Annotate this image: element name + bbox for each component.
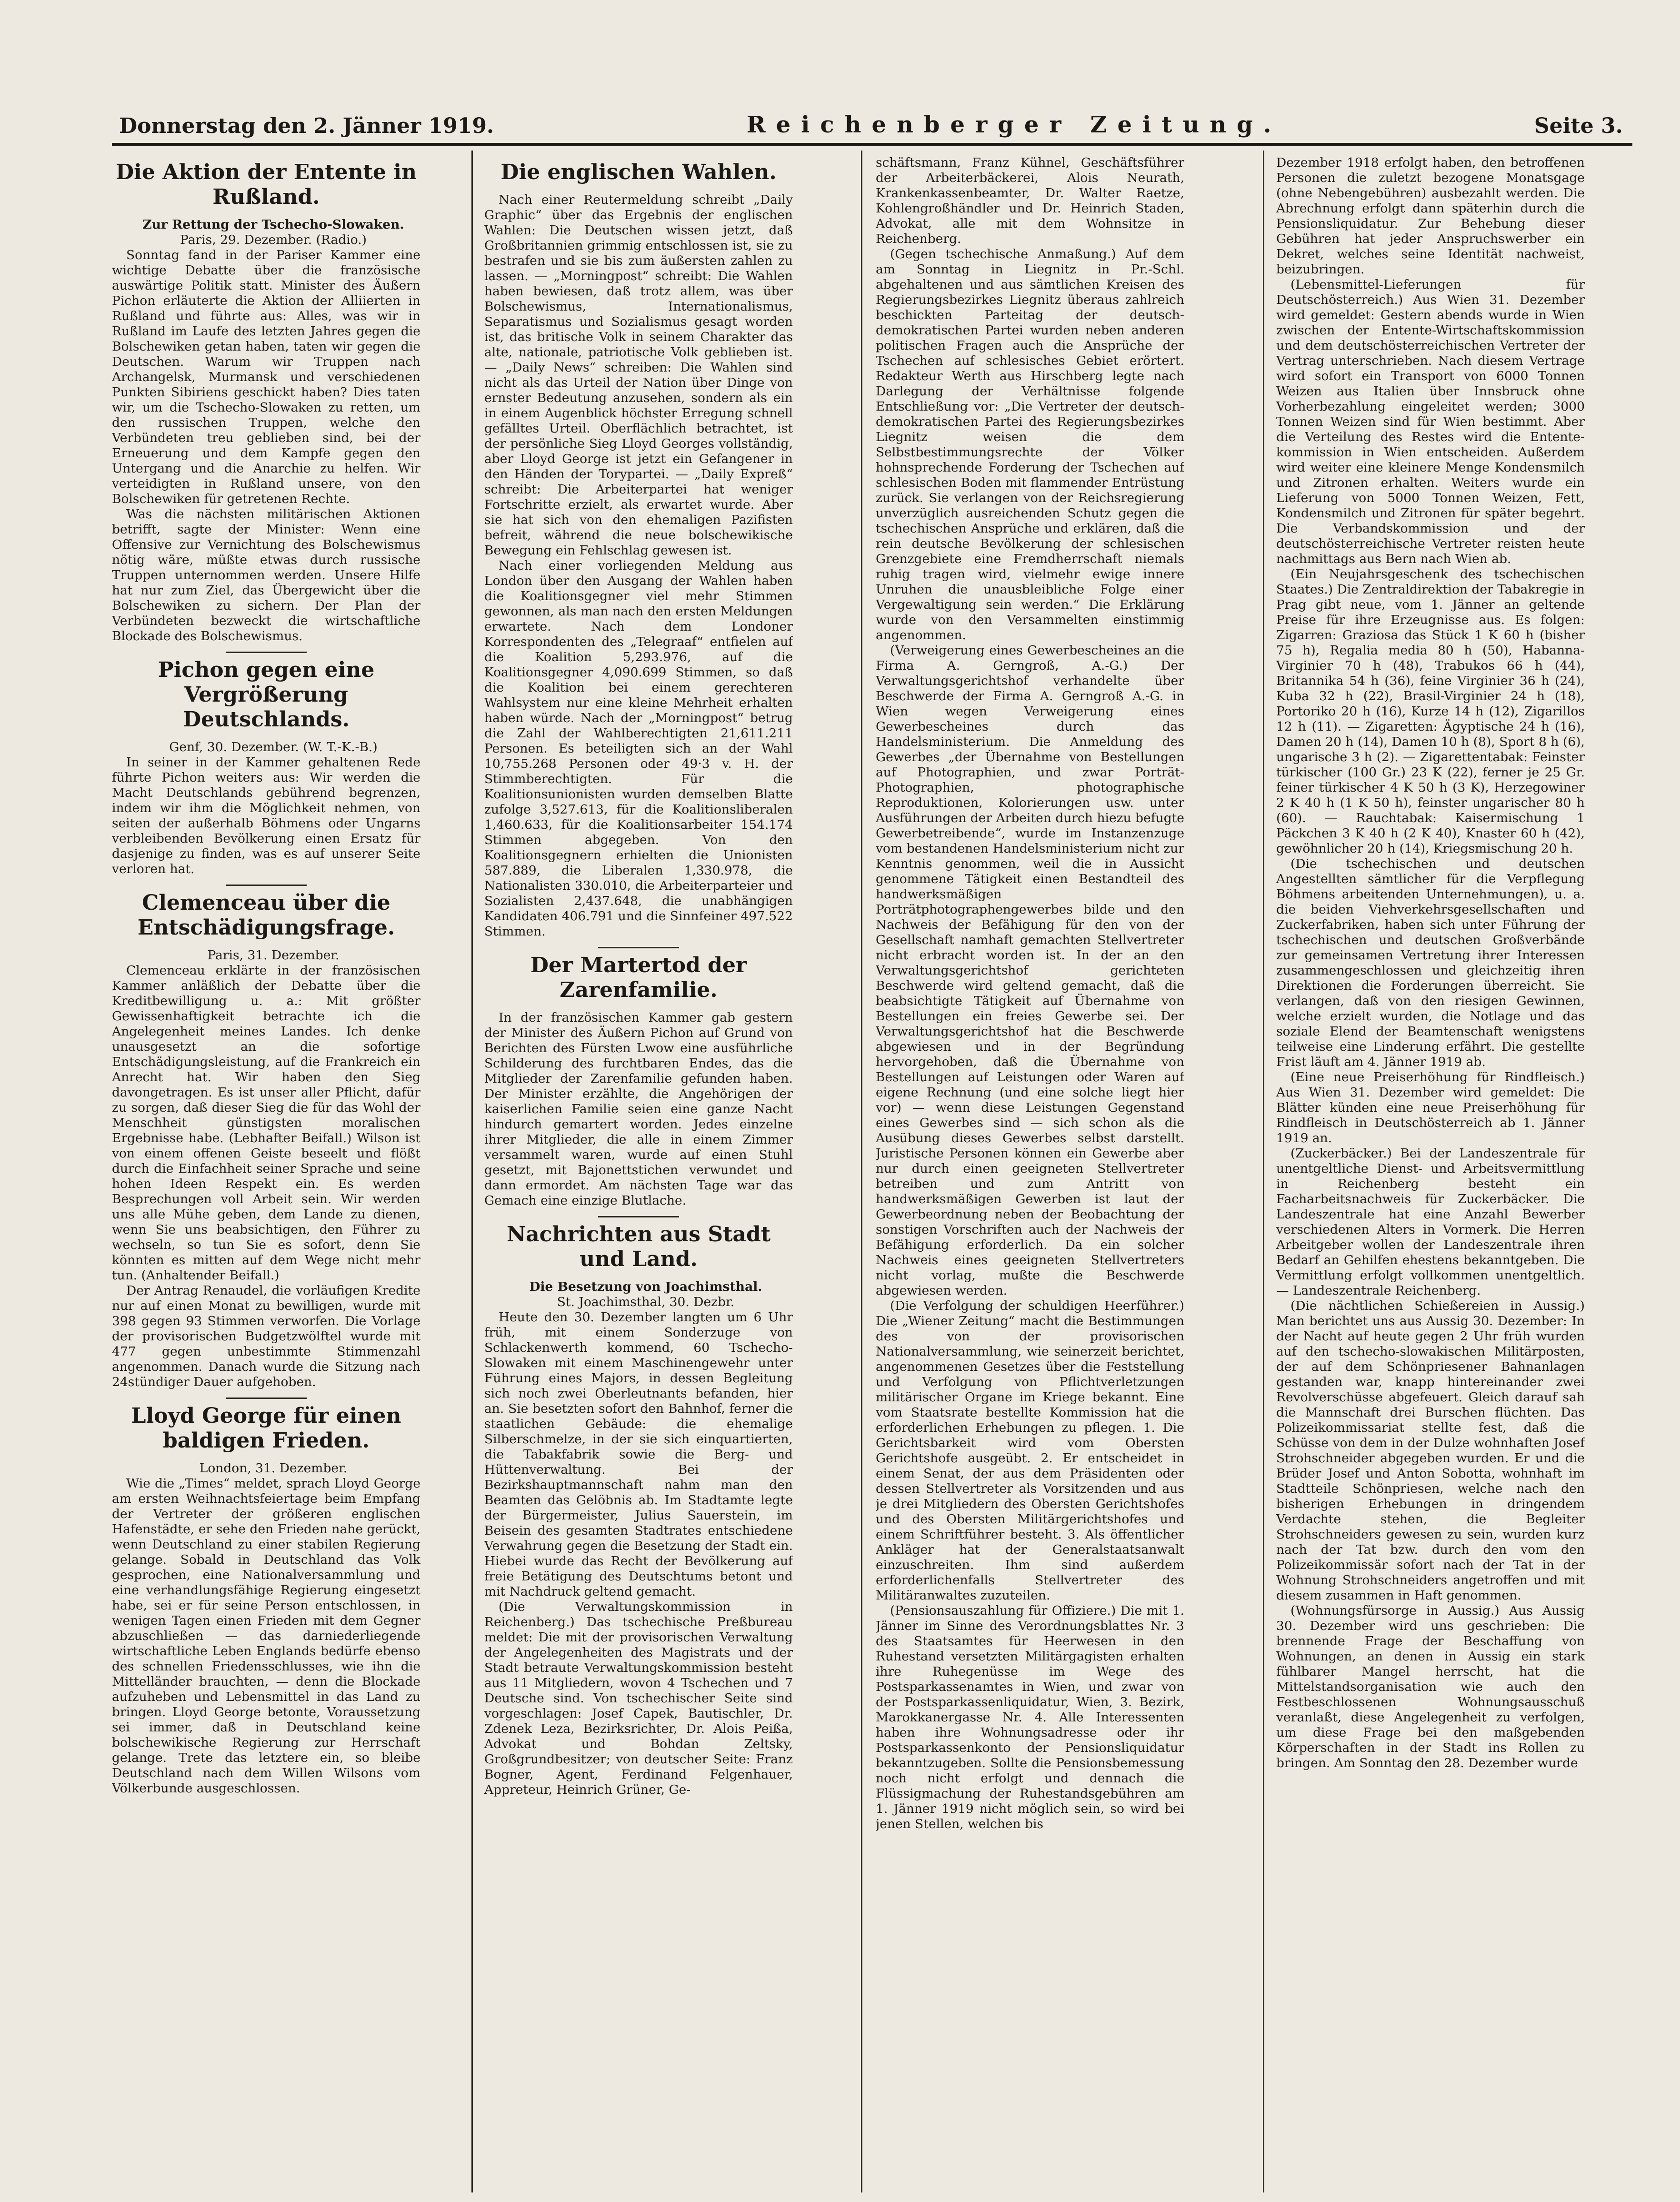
- paragraph: Nach einer Reutermeldung schreibt „Daily Graphic“ über das Ergebnis der englischen Wahlen: Die Deutschen wissen jetzt, daß Großbritannien grimmig entschlossen ist, sie zu bestrafen und sie bis zum äußersten zahlen zu lassen. — „Morningpost“ schreibt: Die Wahlen haben bewiesen, daß trotz allem, was über Bolschewismus, Internationalismus, Separatismus und Sozialismus gesagt worden ist, das britische Volk in seinem Charakter das alte, nationale, patriotische Volk geblieben ist. — „Daily News“ schreiben: Die Wahlen sind nicht als das Urteil der Nation über Dinge von ernster Bedeutung anzusehen, sondern als ein in einem Augenblick höchster Erregung schnell gefälltes Urteil. Oberflächlich betrachtet, ist der persönliche Sieg Lloyd Georges vollständig, aber Lloyd George ist jetzt ein Gefangener in den Händen der Torypartei. — „Daily Expreß“ schreibt: Die Arbeiterpartei hat weniger Fortschritte erzielt, als erwartet wurde. Aber sie hat sich von den ehemaligen Pazifisten befreit, während die neue bolschewikische Bewegung ein Fehlschlag gewesen ist.: [484, 192, 793, 558]
- paragraph: (Wohnungsfürsorge in Aussig.) Aus Aussig 30. Dezember wird uns geschrieben: Die brennende Frage der Beschaffung von Wohnungen, an denen in Aussig ein stark fühlbarer Mangel herrscht, hat die Mittelstandsorganisation wie auch den Festbeschlossenen Wohnungsausschuß veranlaßt, diese Angelegenheit zu verfolgen, um diese Frage bei den maßgebenden Körperschaften in der Stadt ins Rollen zu bringen. Am Sonntag den 28. Dezember wurde: [1276, 1603, 1585, 1770]
- article-title: Clemenceau über die Entschädigungsfrage.: [137, 891, 395, 940]
- paragraph: In seiner in der Kammer gehaltenen Rede führte Pichon weiters aus: Wir werden die Macht Deutschlands gebührend begrenzen, indem wir ihm die Möglichkeit nehmen, von seiten der außerhalb Böhmens oder Ungarns verbleibenden Bevölkerung einen Ersatz für dasjenige zu finden, was es auf unserer Seite verloren hat.: [112, 755, 420, 876]
- column-divider: [861, 151, 862, 2192]
- paragraph: (Die Verfolgung der schuldigen Heerführer.) Die „Wiener Zeitung“ macht die Bestimmungen des von der provisorischen Nationalversammlung, wie seinerzeit berichtet, angenommenen Gesetzes über die Feststellung und Verfolgung von Pflichtverletzungen militärischer Organe im Kriege bekannt. Eine vom Staatsrate bestellte Kommission hat die erforderlichen Erhebungen zu pflegen. 1. Die Gerichtsbarkeit wird vom Obersten Gerichtshofe ausgeübt. 2. Er entscheidet in einem Senat, der aus dem Präsidenten oder dessen Stellvertreter als Vorsitzenden und aus je drei Mitgliedern des Obersten Gerichtshofes und des Obersten Militärgerichtshofes und einem Schriftführer besteht. 3. Als öffentlicher Ankläger hat der Generalstaatsanwalt einzuschreiten. Ihm sind außerdem erforderlichenfalls Stellvertreter des Militäranwaltes zuzuteilen.: [876, 1298, 1184, 1603]
- article-subtitle: Zur Rettung der Tschecho-Slowaken.: [142, 217, 404, 232]
- separator: [226, 885, 307, 886]
- paragraph: (Die Verwaltungskommission in Reichenberg.) Das tschechische Preßbureau meldet: Die mit der provisorischen Verwaltung der Angelegenheiten des Magistrats und der Stadt betraute Verwaltungskommission besteht aus 11 Mitgliedern, wovon 4 Tschechen und 7 Deutsche sind. Von tschechischer Seite sind vorgeschlagen: Josef Capek, Bautischler, Dr. Zdenek Leza, Bezirksrichter, Dr. Alois Peißa, Advokat und Bohdan Zeltsky, Großgrundbesitzer; von deutscher Seite: Franz Bogner, Agent, Ferdinand Felgenhauer, Appreteur, Heinrich Grüner, Ge-: [484, 1599, 793, 1797]
- masthead: [119, 105, 1623, 138]
- paragraph: (Gegen tschechische Anmaßung.) Auf dem am Sonntag in Liegnitz in Pr.-Schl. abgehaltenen und aus sämtlichen Kreisen des Regierungsbezirkes Liegnitz überaus zahlreich beschickten Parteitag der deutsch-demokratischen Partei wurden neben anderen politischen Fragen auch die Ansprüche der Tschechen auf schlesisches Gebiet erörtert. Redakteur Werth aus Hirschberg legte nach Darlegung der Verhältnisse folgende Entschließung vor: „Die Vertreter der deutsch-demokratischen Partei des Regierungsbezirkes Liegnitz weisen die dem Selbstbestimmungsrechte der Völker hohnsprechende Forderung der Tschechen auf schlesischen Boden mit flammender Entrüstung zurück. Sie verlangen von der Reichsregierung unverzüglich ausreichenden Schutz gegen die tschechischen Ansprüche und erklären, daß die rein deutsche Bevölkerung der schlesischen Grenzgebiete eine Fremdherrschaft niemals ruhig tragen wird, vielmehr ewige innere Unruhen die unausbleibliche Folge einer Vergewaltigung sein werden.“ Die Erklärung wurde von den Versammelten einstimmig angenommen.: [876, 247, 1184, 643]
- article-title: Pichon gegen eine Vergrößerung Deutschlands.: [158, 658, 375, 732]
- paragraph: (Eine neue Preiserhöhung für Rindfleisch.) Aus Wien 31. Dezember wird gemeldet: Die Blätter künden eine neue Preiserhöhung für Rindfleisch in Deutschösterreich ab 1. Jänner 1919 an.: [1276, 1070, 1585, 1146]
- dateline: St. Joachimsthal, 30. Dezbr.: [557, 1295, 735, 1309]
- paragraph: Sonntag fand in der Pariser Kammer eine wichtige Debatte über die französische auswärtige Politik statt. Minister des Äußern Pichon erläuterte die Aktion der Alliierten in Rußland und führte aus: Alles, was wir in Rußland im Laufe des letzten Jahres gegen die Bolschewiken getan haben, taten wir gegen die Deutschen. Warum wir Truppen nach Archangelsk, Murmansk und verschiedenen Punkten Sibiriens geschickt haben? Dies taten wir, um die Tschecho-Slowaken zu retten, um den russischen Truppen, welche den Verbündeten treu geblieben sind, bei der Erneuerung und dem Kampfe gegen den Untergang und die Anarchie zu helfen. Wir verteidigten in Rußland unsere, von den Bolschewiken für getretenen Rechte.: [112, 248, 420, 506]
- paragraph: (Zuckerbäcker.) Bei der Landeszentrale für unentgeltliche Dienst- und Arbeitsvermittlung in Reichenberg besteht ein Facharbeitsnachweis für Zuckerbäcker. Die Landeszentrale hat eine Anzahl Bewerber verschiedenen Alters in Vormerk. Die Herren Arbeitgeber wollen der Landeszentrale ihren Bedarf an Gehilfen ehestens bekanntgeben. Die Vermittlung erfolgt vollkommen unentgeltlich. — Landeszentrale Reichenberg.: [1276, 1146, 1585, 1298]
- separator: [598, 947, 679, 948]
- issue-date: Donnerstag den 2. Jänner 1919.: [119, 114, 494, 138]
- column-2: [484, 155, 793, 2195]
- separator: [226, 652, 307, 653]
- paragraph: (Verweigerung eines Gewerbescheines an die Firma A. Gerngroß, A.-G.) Der Verwaltungsgerichtshof verhandelte über Beschwerde der Firma A. Gerngroß A.-G. in Wien wegen Verweigerung eines Gewerbescheines durch das Handelsministerium. Die Anmeldung des Gewerbes „der Übernahme von Bestellungen auf Photographien, und zwar Porträt-Photographien, photographische Reproduktionen, Kolorierungen usw. unter Ausführungen der Arbeiten durch hiezu befugte Gewerbetreibende“, wurde im Instanzenzuge vom bestandenen Handelsministerium nicht zur Kenntnis genommen, weil die in Aussicht genommene Tätigkeit einen Bestandteil des handwerksmäßigen Porträtphotographengewerbes bilde und den Nachweis der Befähigung für den von der Gesellschaft namhaft gemachten Stellvertreter nicht erbracht worden ist. In der an den Verwaltungsgerichtshof gerichteten Beschwerde wird geltend gemacht, daß die beabsichtigte Tätigkeit auf Übernahme von Bestellungen ein freies Gewerbe sei. Der Verwaltungsgerichtshof hat die Beschwerde abgewiesen und in der Begründung hervorgehoben, daß die Übernahme von Bestellungen auf Leistungen oder Waren auf eigene Rechnung (und eine solche liegt hier vor) — wenn diese Leistungen Gegenstand eines Gewerbes sind — sich schon als die Ausübung dieses Gewerbes selbst darstellt. Juristische Personen können ein Gewerbe aber nur durch einen geeigneten Stellvertreter betreiben und zum Antritt von handwerksmäßigen Gewerben ist laut der Gewerbeordnung neben der Beobachtung der sonstigen Vorschriften auch der Nachweis der Befähigung erforderlich. Da ein solcher Nachweis eines geeigneten Stellvertreters nicht vorlag, mußte die Beschwerde abgewiesen werden.: [876, 643, 1184, 1298]
- separator: [226, 1398, 307, 1399]
- dateline: Paris, 31. Dezember.: [207, 948, 340, 963]
- column-3: [876, 155, 1184, 2195]
- article-title: Lloyd George für einen baldigen Frieden.: [131, 1404, 401, 1453]
- paragraph: (Die nächtlichen Schießereien in Aussig.) Man berichtet uns aus Aussig 30. Dezember: In der Nacht auf heute gegen 2 Uhr früh wurden auf den tschecho-slowakischen Militärposten, der auf dem Schönpriesener Bahnanlagen gestanden war, knapp hintereinander zwei Revolverschüsse abgefeuert. Gleich darauf sah die Mannschaft drei Burschen flüchten. Das Polizeikommissariat stellte fest, daß die Schüsse von dem in der Dulze wohnhaften Josef Strohschneider abgegeben wurden. Er und die Brüder Josef und Anton Sobotta, wohnhaft im Stadtteile Schönpriesen, welche nach den bisherigen Erhebungen in dringendem Verdachte stehen, die Begleiter Strohschneiders gewesen zu sein, wurden kurz nach der Tat bzw. durch den vom den Polizeikommissär sofort nach der Tat in der Wohnung Strohschneiders angetroffen und mit diesem zusammen in Haft genommen.: [1276, 1298, 1585, 1603]
- paragraph: (Lebensmittel-Lieferungen für Deutschösterreich.) Aus Wien 31. Dezember wird gemeldet: Gestern abends wurde in Wien zwischen der Entente-Wirtschaftskommission und dem deutschösterreichischen Vertreter der Vertrag unterschrieben. Nach diesem Vertrage wird sofort ein Transport von 6000 Tonnen Weizen aus Italien über Innsbruck ohne Vorherbezahlung eingeleitet werden; 3000 Tonnen Weizen sind für Wien bestimmt. Aber die Verteilung des Restes wird die Entente-kommission in Wien entscheiden. Außerdem wird weiter eine kleinere Menge Kondensmilch und Zitronen erhalten. Weiters wurde ein Lieferung von 5000 Tonnen Weizen, Fett, Kondensmilch und Zitronen für später begehrt. Die Verbandskommission und der deutschösterreichische Vertreter reisten heute nachmittags aus Bern nach Wien ab.: [1276, 277, 1585, 566]
- article-title: Die englischen Wahlen.: [500, 160, 777, 184]
- paragraph: Wie die „Times“ meldet, sprach Lloyd George am ersten Weihnachtsfeiertage beim Empfang der Vertreter der größeren englischen Hafenstädte, er sehe den Frieden nahe gerückt, wenn Deutschland zu einer stabilen Regierung gelange. Sobald in Deutschland das Volk gesprochen, eine Nationalversammlung und eine verhandlungsfähige Regierung eingesetzt habe, sei er für seine Person entschlossen, in wenigen Tagen einen Frieden mit dem Gegner abzuschließen — das darniederliegende wirtschaftliche Leben Englands bedürfe ebenso des schnellen Friedensschlusses, wie ihn die Mittelländer brauchten, — denn die Blockade aufzuheben und Lebensmittel in das Land zu bringen. Lloyd George betonte, Voraussetzung sei immer, daß in Deutschland keine bolschewikische Regierung zur Herrschaft gelange. Trete das letztere ein, so bleibe Deutschland nach dem Willen Wilsons vom Völkerbunde ausgeschlossen.: [112, 1476, 420, 1796]
- paragraph: Der Antrag Renaudel, die vorläufigen Kredite nur auf einen Monat zu bewilligen, wurde mit 398 gegen 93 Stimmen verworfen. Die Vorlage der provisorischen Budgetzwölftel wurde mit 477 gegen unbestimmte Stimmenzahl angenommen. Danach wurde die Sitzung nach 24stündiger Dauer aufgehoben.: [112, 1283, 420, 1389]
- paragraph: (Die tschechischen und deutschen Angestellten sämtlicher für die Verpflegung Böhmens arbeitenden Unternehmungen), u. a. die beiden Viehverkehrsgesellschaften und Zuckerfabriken, haben sich unter Führung der tschechischen und deutschen Großverbände zur gemeinsamen Vertretung ihrer Interessen zusammengeschlossen und gleichzeitig ihren Direktionen die Forderungen überreicht. Sie verlangen, daß von den riesigen Gewinnen, welche erzielt wurden, die Notlage und das soziale Elend der Beamtenschaft wenigstens teilweise eine Linderung erfährt. Die gestellte Frist läuft am 4. Jänner 1919 ab.: [1276, 856, 1585, 1069]
- masthead-rule: [112, 143, 1632, 146]
- paragraph: Nach einer vorliegenden Meldung aus London über den Ausgang der Wahlen haben die Koalitionsgegner viel mehr Stimmen gewonnen, als man nach den ersten Meldungen erwartete. Nach dem Londoner Korrespondenten des „Telegraaf“ entfielen auf die Koalition 5,293.976, auf die Koalitionsgegner 4,090.699 Stimmen, so daß die Koalition bei einem gerechteren Wahlsystem nur eine kleine Mehrheit erhalten haben würde. Nach der „Morningpost“ betrug die Zahl der Wahlberechtigten 21,611.211 Personen. Es beteiligten sich an der Wahl 10,755.268 Personen oder 49·3 v. H. der Stimmberechtigten. Für die Koalitionsunionisten wurden demselben Blatte zufolge 3,527.613, für die Koalitionsliberalen 1,460.633, für die Koalitionsarbeiter 154.174 Stimmen abgegeben. Von den Koalitionsgegnern erhielten die Unionisten 587.889, die Liberalen 1,330.978, die Nationalisten 330.010, die Arbeiterparteier und Sozialisten 2,437.648, die unabhängigen Kandidaten 406.791 und die Sinnfeiner 497.522 Stimmen.: [484, 558, 793, 939]
- paragraph: In der französischen Kammer gab gestern der Minister des Äußern Pichon auf Grund von Berichten des Fürsten Lwow eine ausführliche Schilderung des furchtbaren Endes, das die Mitglieder der Zarenfamilie gefunden haben. Der Minister erzählte, die Angehörigen der kaiserlichen Familie seien eine ganze Nacht hindurch gemartert worden. Jedes einzelne ihrer Mitglieder, die alle in einem Zimmer versammelt waren, wurde auf einen Stuhl gesetzt, mit Bajonettstichen verwundet und dann ermordet. Am nächsten Tage war das Gemach eine einzige Blutlache.: [484, 1010, 793, 1208]
- article-title: Die Aktion der Entente in Rußland.: [116, 160, 417, 209]
- paragraph: (Pensionsauszahlung für Offiziere.) Die mit 1. Jänner im Sinne des Verordnungsblattes Nr. 3 des Staatsamtes für Heerwesen in den Ruhestand versetzten Militärgagisten erhalten ihre Ruhegenüsse im Wege des Postsparkassenamtes in Wien, und zwar von der Postsparkassenliquidatur, Wien, 3. Bezirk, Marokkanergasse Nr. 4. Alle Interessenten haben ihre Wohnungsadresse oder ihr Postsparkassenkonto der Pensionsliquidatur bekanntzugeben. Sollte die Pensionsbemessung noch nicht erfolgt und dennach die Flüssigmachung der Ruhestandsgebühren am 1. Jänner 1919 nicht möglich sein, so wird bei jenen Stellen, welchen bis: [876, 1603, 1184, 1831]
- column-4: [1276, 155, 1585, 2195]
- article-subtitle: Die Besetzung von Joachimsthal.: [529, 1279, 762, 1294]
- newspaper-title: Reichenberger Zeitung.: [746, 111, 1282, 138]
- page-number: Seite 3.: [1534, 114, 1623, 138]
- paragraph: Dezember 1918 erfolgt haben, den betroffenen Personen die zuletzt bezogene Monatsgage (ohne Nebengebühren) ausbezahlt werden. Die Abrechnung erfolgt dann späterhin durch die Pensionsliquidatur. Zur Behebung dieser Gebühren hat jeder Anspruchswerber ein Dekret, welches seine Identität nachweist, beizubringen.: [1276, 155, 1585, 277]
- section-title: Nachrichten aus Stadt und Land.: [506, 1222, 771, 1271]
- dateline: Genf, 30. Dezember. (W. T.-K.-B.): [169, 740, 378, 754]
- separator: [598, 1216, 679, 1217]
- paragraph: (Ein Neujahrsgeschenk des tschechischen Staates.) Die Zentraldirektion der Tabakregie in Prag gibt neue, vom 1. Jänner an geltende Preise für ihre Erzeugnisse aus. Es folgen: Zigarren: Graziosa das Stück 1 K 60 h (bisher 75 h), Regalia media 80 h (50), Habanna-Virginier 70 h (48), Trabukos 66 h (44), Britannika 54 h (36), feine Virginier 36 h (24), Kuba 32 h (22), Brasil-Virginier 24 h (18), Portoriko 20 h (16), Kurze 14 h (12), Zigarillos 12 h (11). — Zigaretten: Ägyptische 24 h (16), Damen 20 h (14), Damen 10 h (8), Sport 8 h (6), ungarische 3 h (2). — Zigarettentabak: Feinster türkischer (100 Gr.) 23 K (22), ferner je 25 Gr. feiner türkischer 4 K 50 h (3 K), Herzegowiner 2 K 40 h (1 K 50 h), feinster ungarischer 80 h (60). — Rauchtabak: Kaisermischung 1 Päckchen 3 K 40 h (2 K 40), Knaster 60 h (42), gewöhnlicher 20 h (14), Kriegsmischung 20 h.: [1276, 567, 1585, 856]
- column-divider: [1263, 151, 1264, 2192]
- paragraph: schäftsmann, Franz Kühnel, Geschäftsführer der Arbeiterbäckerei, Alois Neurath, Krankenkassenbeamter, Dr. Walter Raetze, Kohlengroßhändler und Dr. Heinrich Staden, Advokat, alle mit dem Wohnsitze in Reichenberg.: [876, 155, 1184, 246]
- column-divider: [471, 151, 473, 2192]
- paragraph: Clemenceau erklärte in der französischen Kammer anläßlich der Debatte über die Kreditbewilligung u. a.: Mit größter Gewissenhaftigkeit betrachte ich die Angelegenheit meines Landes. Ich denke unausgesetzt an die sofortige Entschädigungsleistung, auf die Frankreich ein Anrecht hat. Wir haben den Sieg davongetragen. Es ist unser aller Pflicht, dafür zu sorgen, daß dieser Sieg die für das Wohl der Menschheit günstigsten moralischen Ergebnisse habe. (Lebhafter Beifall.) Wilson ist von einem offenen Geiste beseelt und flößt durch die Einfachheit seiner Sprache und seine hohen Ideen Respekt ein. Es werden Besprechungen voll Arbeit sein. Wir werden uns alle Mühe geben, dem Lande zu dienen, wenn Sie uns beabsichtigen, den Führer zu wechseln, so tun Sie es sofort, denn Sie könnten es mitten auf dem Wege nicht mehr tun. (Anhaltender Beifall.): [112, 963, 420, 1283]
- paragraph: Was die nächsten militärischen Aktionen betrifft, sagte der Minister: Wenn eine Offensive zur Vernichtung des Bolschewismus nötig wäre, müßte etwas durch russische Truppen unternommen werden. Unsere Hilfe hat nur zum Ziel, das Übergewicht über die Bolschewiken zu sichern. Der Plan der Verbündeten bezweckt die wirtschaftliche Blockade des Bolschewismus.: [112, 507, 420, 644]
- column-1: [112, 155, 420, 2195]
- article-title: Der Martertod der Zarenfamilie.: [530, 953, 747, 1002]
- paragraph: Heute den 30. Dezember langten um 6 Uhr früh, mit einem Sonderzuge von Schlackenwerth kommend, 60 Tschecho-Slowaken mit einem Maschinengewehr unter Führung eines Majors, in dessen Begleitung sich noch zwei Oberleutnants befanden, hier an. Sie besetzten sofort den Bahnhof, ferner die staatlichen Gebäude: die ehemalige Silberschmelze, in der sie sich einquartierten, die Tabakfabrik sowie die Berg- und Hüttenverwaltung. Bei der Bezirkshauptmannschaft nahm man den Beamten das Gelöbnis ab. Im Stadtamte legte der Bürgermeister, Julius Sauerstein, im Beisein des gesamten Stadtrates entschiedene Verwahrung gegen die Besetzung der Stadt ein. Hiebei wurde das Recht der Bevölkerung auf freie Betätigung des Deutschtums betont und mit Nachdruck geltend gemacht.: [484, 1310, 793, 1599]
- dateline: London, 31. Dezember.: [199, 1461, 348, 1476]
- dateline: Paris, 29. Dezember. (Radio.): [180, 232, 367, 247]
